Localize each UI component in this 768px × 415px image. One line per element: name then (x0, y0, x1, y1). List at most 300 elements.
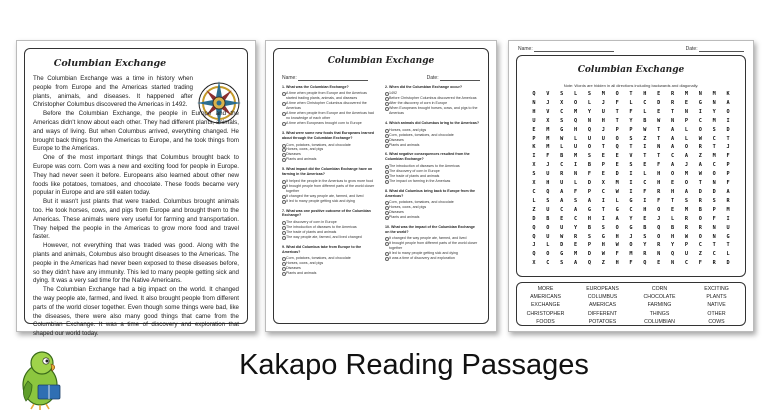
grid-letter[interactable]: W (615, 188, 619, 195)
grid-letter[interactable]: S (546, 197, 550, 204)
grid-letter[interactable]: Z (698, 251, 702, 258)
grid-letter[interactable]: E (573, 242, 578, 249)
grid-letter[interactable]: S (643, 233, 647, 240)
grid-letter[interactable]: Q (587, 126, 591, 133)
answer-option[interactable]: Diseases (282, 152, 377, 157)
grid-letter[interactable]: D (615, 171, 619, 178)
grid-letter[interactable]: N (712, 224, 716, 231)
grid-letter[interactable]: R (573, 233, 578, 240)
grid-letter[interactable]: S (587, 153, 591, 160)
grid-letter[interactable]: G (698, 99, 702, 106)
grid-letter[interactable]: D (726, 260, 730, 267)
grid-letter[interactable]: R (643, 251, 647, 258)
grid-letter[interactable]: E (671, 206, 675, 213)
grid-letter[interactable]: C (573, 215, 578, 222)
grid-letter[interactable]: U (532, 117, 536, 124)
grid-letter[interactable]: F (573, 188, 578, 195)
grid-letter[interactable]: O (657, 233, 661, 240)
grid-letter[interactable]: D (560, 242, 564, 249)
answer-option[interactable]: Plants and animals (385, 143, 480, 148)
grid-letter[interactable]: M (629, 251, 633, 258)
grid-letter[interactable]: N (712, 180, 716, 187)
grid-letter[interactable]: I (532, 153, 536, 160)
grid-letter[interactable]: Q (671, 251, 675, 258)
grid-letter[interactable]: O (573, 99, 578, 106)
grid-letter[interactable]: C (684, 260, 689, 267)
grid-letter[interactable]: I (698, 108, 702, 115)
grid-letter[interactable]: D (712, 188, 716, 195)
questions-sheet[interactable] (265, 40, 497, 332)
grid-letter[interactable]: D (587, 251, 591, 258)
grid-letter[interactable]: L (560, 144, 564, 151)
grid-letter[interactable]: O (615, 135, 619, 142)
grid-letter[interactable]: I (726, 117, 730, 124)
grid-letter[interactable]: E (601, 153, 605, 160)
grid-letter[interactable]: D (726, 126, 730, 133)
grid-letter[interactable]: L (684, 135, 689, 142)
grid-letter[interactable]: E (560, 215, 564, 222)
grid-letter[interactable]: M (546, 144, 550, 151)
grid-letter[interactable]: P (712, 206, 716, 213)
grid-letter[interactable]: A (573, 206, 578, 213)
grid-letter[interactable]: I (629, 171, 633, 178)
grid-letter[interactable]: F (546, 153, 550, 160)
answer-option[interactable]: A time when Europeans brought corn to Europe (282, 121, 377, 126)
grid-letter[interactable]: N (671, 117, 675, 124)
grid-letter[interactable]: A (560, 188, 564, 195)
grid-letter[interactable]: U (601, 108, 605, 115)
grid-letter[interactable]: A (573, 260, 578, 267)
grid-letter[interactable]: R (684, 215, 689, 222)
grid-letter[interactable]: E (601, 171, 605, 178)
grid-letter[interactable]: S (560, 260, 564, 267)
grid-letter[interactable]: P (726, 162, 730, 169)
grid-letter[interactable]: F (712, 215, 716, 222)
grid-letter[interactable]: R (684, 224, 689, 231)
grid-letter[interactable]: X (532, 260, 536, 267)
answer-option[interactable]: Diseases (282, 266, 377, 271)
grid-letter[interactable]: W (698, 171, 702, 178)
grid-letter[interactable]: O (684, 144, 689, 151)
grid-letter[interactable]: E (684, 99, 689, 106)
grid-letter[interactable]: S (587, 233, 591, 240)
grid-letter[interactable]: L (573, 135, 578, 142)
grid-letter[interactable]: T (712, 242, 716, 249)
grid-letter[interactable]: D (657, 99, 661, 106)
grid-letter[interactable]: G (726, 233, 730, 240)
grid-letter[interactable]: T (712, 144, 716, 151)
grid-letter[interactable]: H (657, 180, 661, 187)
grid-letter[interactable]: W (560, 135, 564, 142)
grid-letter[interactable]: I (643, 144, 647, 151)
grid-letter[interactable]: S (560, 91, 564, 97)
answer-option[interactable]: The introduction of diseases to the Americas (385, 164, 480, 169)
grid-letter[interactable]: R (657, 188, 661, 195)
grid-letter[interactable]: S (684, 197, 689, 204)
grid-letter[interactable]: C (712, 251, 716, 258)
grid-letter[interactable]: T (726, 242, 730, 249)
grid-letter[interactable]: A (671, 162, 675, 169)
grid-letter[interactable]: U (546, 206, 550, 213)
grid-letter[interactable]: T (657, 126, 661, 133)
grid-letter[interactable]: O (615, 91, 619, 97)
grid-letter[interactable]: S (629, 135, 633, 142)
grid-letter[interactable]: J (601, 126, 605, 133)
grid-letter[interactable]: Y (629, 117, 633, 124)
grid-letter[interactable]: C (643, 180, 647, 187)
answer-option[interactable]: Corn, potatoes, tomatoes, and chocolate (282, 143, 377, 148)
grid-letter[interactable]: U (546, 233, 550, 240)
answer-option[interactable]: Before Christopher Columbus discovered the Americas (385, 96, 480, 101)
answer-option[interactable]: It was a time of discovery and exploration (385, 256, 480, 261)
grid-letter[interactable]: C (560, 162, 564, 169)
grid-letter[interactable]: E (671, 180, 675, 187)
grid-letter[interactable]: J (546, 162, 550, 169)
grid-letter[interactable]: V (629, 153, 633, 160)
grid-letter[interactable]: S (560, 117, 564, 124)
grid-letter[interactable]: T (615, 117, 619, 124)
grid-letter[interactable]: H (671, 188, 675, 195)
answer-option[interactable]: Corn, potatoes, tomatoes, and chocolate (385, 133, 480, 138)
answer-option[interactable]: The introduction of diseases to the Americas (282, 225, 377, 230)
grid-letter[interactable]: P (601, 162, 605, 169)
grid-letter[interactable]: T (601, 206, 605, 213)
grid-letter[interactable]: S (712, 126, 716, 133)
answer-option[interactable]: The impact on farming in the Americas (385, 179, 480, 184)
grid-letter[interactable]: C (546, 260, 550, 267)
grid-letter[interactable]: N (587, 117, 591, 124)
grid-letter[interactable]: M (684, 171, 689, 178)
grid-letter[interactable]: B (546, 215, 550, 222)
grid-letter[interactable]: Y (671, 242, 675, 249)
answer-option[interactable]: A time when people from Europe and the Americas started trading plants, animals, and diseases (282, 91, 377, 101)
grid-letter[interactable]: H (601, 117, 605, 124)
answer-option[interactable]: It brought people from different parts of the world closer together (282, 184, 377, 194)
grid-letter[interactable]: D (698, 188, 702, 195)
grid-letter[interactable]: Q (573, 117, 578, 124)
grid-letter[interactable]: E (657, 91, 661, 97)
grid-letter[interactable]: B (643, 224, 647, 231)
grid-letter[interactable]: N (671, 260, 675, 267)
grid-letter[interactable]: E (643, 162, 647, 169)
grid-letter[interactable]: A (615, 215, 619, 222)
answer-option[interactable]: Horses, cows, and pigs (282, 147, 377, 152)
grid-letter[interactable]: R (560, 171, 564, 178)
grid-letter[interactable]: E (643, 215, 647, 222)
grid-letter[interactable]: A (671, 126, 675, 133)
grid-letter[interactable]: C (560, 108, 564, 115)
grid-letter[interactable]: M (615, 180, 619, 187)
grid-letter[interactable]: N (573, 171, 578, 178)
grid-letter[interactable]: R (671, 99, 675, 106)
grid-letter[interactable]: C (712, 135, 716, 142)
grid-letter[interactable]: C (712, 162, 716, 169)
grid-letter[interactable]: N (532, 99, 536, 106)
grid-letter[interactable]: D (532, 215, 536, 222)
answer-option[interactable]: Plants and animals (282, 271, 377, 276)
grid-letter[interactable]: L (615, 197, 619, 204)
grid-letter[interactable]: A (726, 188, 730, 195)
grid-letter[interactable]: J (657, 215, 661, 222)
grid-letter[interactable]: C (643, 99, 647, 106)
grid-letter[interactable]: W (698, 135, 702, 142)
grid-letter[interactable]: G (560, 126, 564, 133)
grid-letter[interactable]: W (643, 126, 647, 133)
answer-option[interactable]: The discovery of corn in Europe (385, 169, 480, 174)
grid-letter[interactable]: G (560, 251, 564, 258)
grid-letter[interactable]: A (684, 153, 689, 160)
grid-letter[interactable]: J (684, 162, 689, 169)
grid-letter[interactable]: C (629, 206, 633, 213)
answer-option[interactable]: A time when Christopher Columbus discovered the Americas (282, 101, 377, 111)
grid-letter[interactable]: O (587, 144, 591, 151)
grid-letter[interactable]: J (629, 233, 633, 240)
grid-letter[interactable]: F (657, 162, 661, 169)
grid-letter[interactable]: C (532, 188, 536, 195)
grid-letter[interactable]: E (615, 153, 619, 160)
answer-option[interactable]: When Europeans brought horses, cows, and pigs to the Americas (385, 106, 480, 116)
grid-letter[interactable]: W (560, 233, 564, 240)
grid-letter[interactable]: T (671, 108, 675, 115)
grid-letter[interactable]: P (532, 135, 536, 142)
grid-letter[interactable]: A (671, 144, 675, 151)
answer-option[interactable]: The trade of plants and animals (385, 174, 480, 179)
grid-letter[interactable]: B (587, 162, 591, 169)
grid-letter[interactable]: F (615, 99, 619, 106)
grid-letter[interactable]: Y (712, 108, 716, 115)
grid-letter[interactable]: J (726, 144, 730, 151)
answer-option[interactable]: Corn, potatoes, tomatoes, and chocolate (282, 256, 377, 261)
grid-letter[interactable]: O (615, 224, 619, 231)
grid-letter[interactable]: Q (615, 144, 619, 151)
answer-option[interactable]: It led to many people getting sick and dying (282, 199, 377, 204)
grid-letter[interactable]: Z (643, 135, 647, 142)
grid-letter[interactable]: P (615, 126, 619, 133)
grid-letter[interactable]: V (546, 108, 550, 115)
grid-letter[interactable]: H (643, 91, 647, 97)
grid-letter[interactable]: U (573, 144, 578, 151)
grid-letter[interactable]: Q (532, 251, 536, 258)
grid-letter[interactable]: Z (532, 206, 536, 213)
grid-letter[interactable]: J (546, 99, 550, 106)
answer-option[interactable]: After the discovery of corn in Europe (385, 101, 480, 106)
grid-letter[interactable]: A (698, 162, 702, 169)
grid-letter[interactable]: H (546, 180, 550, 187)
grid-letter[interactable]: J (532, 242, 536, 249)
grid-letter[interactable]: T (601, 144, 605, 151)
grid-letter[interactable]: X (601, 180, 605, 187)
grid-letter[interactable]: Q (546, 188, 550, 195)
grid-letter[interactable]: K (726, 91, 730, 97)
grid-letter[interactable]: S (712, 197, 716, 204)
word-search-sheet[interactable] (508, 40, 754, 332)
grid-letter[interactable]: Z (601, 260, 605, 267)
grid-letter[interactable]: T (629, 91, 633, 97)
grid-letter[interactable]: E (532, 126, 536, 133)
grid-letter[interactable]: R (657, 242, 661, 249)
grid-letter[interactable]: L (573, 180, 578, 187)
answer-option[interactable]: It led to many people getting sick and dying (385, 251, 480, 256)
answer-option[interactable]: Corn, potatoes, tomatoes, and chocolate (385, 200, 480, 205)
grid-letter[interactable]: E (657, 260, 661, 267)
grid-letter[interactable]: F (726, 180, 730, 187)
grid-letter[interactable]: W (657, 117, 661, 124)
answer-option[interactable]: It brought people from different parts of the world closer together (385, 241, 480, 251)
grid-letter[interactable]: O (726, 108, 730, 115)
grid-letter[interactable]: M (726, 206, 730, 213)
grid-letter[interactable]: S (532, 171, 536, 178)
grid-letter[interactable]: X (532, 162, 536, 169)
grid-letter[interactable]: M (573, 153, 578, 160)
answer-option[interactable]: The way people ate, farmed, and lived changed (282, 235, 377, 240)
grid-letter[interactable]: M (546, 135, 550, 142)
grid-letter[interactable]: A (671, 135, 675, 142)
grid-letter[interactable]: H (573, 126, 578, 133)
grid-letter[interactable]: U (587, 135, 591, 142)
grid-letter[interactable]: G (601, 233, 605, 240)
grid-letter[interactable]: F (629, 260, 633, 267)
answer-option[interactable]: Diseases (385, 210, 480, 215)
grid-letter[interactable]: P (587, 188, 591, 195)
grid-letter[interactable]: M (546, 126, 550, 133)
answer-option[interactable]: Diseases (385, 138, 480, 143)
answer-option[interactable]: Plants and animals (385, 215, 480, 220)
answer-option[interactable]: A time when people from Europe and the Americas had no knowledge of each other (282, 111, 377, 121)
grid-letter[interactable]: T (643, 153, 647, 160)
grid-letter[interactable]: Y (587, 108, 591, 115)
grid-letter[interactable]: T (726, 135, 730, 142)
grid-letter[interactable]: Y (573, 224, 578, 231)
grid-letter[interactable]: G (629, 197, 633, 204)
grid-letter[interactable]: R (726, 197, 730, 204)
grid-letter[interactable]: C (601, 188, 605, 195)
grid-letter[interactable]: L (671, 215, 675, 222)
grid-letter[interactable]: H (615, 260, 619, 267)
grid-letter[interactable]: G (587, 206, 591, 213)
grid-letter[interactable]: Q (643, 260, 647, 267)
grid-letter[interactable]: U (546, 171, 550, 178)
grid-letter[interactable]: P (629, 126, 633, 133)
grid-letter[interactable]: O (657, 206, 661, 213)
grid-letter[interactable]: B (643, 117, 647, 124)
grid-letter[interactable]: U (601, 135, 605, 142)
grid-letter[interactable]: Q (532, 224, 536, 231)
grid-letter[interactable]: T (698, 180, 702, 187)
grid-letter[interactable]: X (546, 117, 550, 124)
grid-letter[interactable]: I (643, 197, 647, 204)
grid-letter[interactable]: H (657, 171, 661, 178)
grid-letter[interactable]: T (615, 108, 619, 115)
grid-letter[interactable]: H (587, 215, 591, 222)
grid-letter[interactable]: Q (587, 260, 591, 267)
grid-letter[interactable]: F (587, 171, 591, 178)
grid-letter[interactable]: J (601, 99, 605, 106)
answer-option[interactable]: 1492 (385, 91, 480, 96)
grid-letter[interactable]: I (573, 162, 578, 169)
grid-letter[interactable]: S (601, 224, 605, 231)
grid-letter[interactable]: H (643, 206, 647, 213)
grid-letter[interactable]: F (615, 251, 619, 258)
grid-letter[interactable]: M (684, 206, 689, 213)
grid-letter[interactable]: W (615, 242, 619, 249)
grid-letter[interactable]: N (698, 91, 702, 97)
grid-letter[interactable]: I (629, 188, 633, 195)
grid-letter[interactable]: Q (532, 91, 536, 97)
grid-letter[interactable]: X (560, 99, 564, 106)
grid-letter[interactable]: N (684, 108, 689, 115)
grid-letter[interactable]: O (629, 242, 633, 249)
grid-letter[interactable]: L (643, 171, 647, 178)
grid-letter[interactable]: H (601, 242, 605, 249)
grid-letter[interactable]: B (698, 206, 702, 213)
grid-letter[interactable]: U (726, 224, 730, 231)
grid-letter[interactable]: F (657, 197, 661, 204)
grid-letter[interactable]: P (684, 117, 689, 124)
grid-letter[interactable]: R (671, 91, 675, 97)
grid-letter[interactable]: P (726, 171, 730, 178)
grid-letter[interactable]: Z (698, 153, 702, 160)
grid-letter[interactable]: L (629, 99, 633, 106)
grid-letter[interactable]: L (684, 126, 689, 133)
grid-letter[interactable]: M (573, 108, 578, 115)
grid-letter[interactable]: Y (643, 242, 647, 249)
grid-letter[interactable]: E (615, 162, 619, 169)
grid-letter[interactable]: O (684, 180, 689, 187)
grid-letter[interactable]: G (615, 206, 619, 213)
grid-letter[interactable]: T (671, 197, 675, 204)
grid-letter[interactable]: O (698, 215, 702, 222)
grid-letter[interactable]: N (657, 251, 661, 258)
answer-option[interactable]: Horses, cows, and pigs (385, 205, 480, 210)
grid-letter[interactable]: O (546, 251, 550, 258)
grid-letter[interactable]: B (671, 224, 675, 231)
grid-letter[interactable]: T (657, 135, 661, 142)
grid-letter[interactable]: S (587, 91, 591, 97)
grid-letter[interactable]: N (712, 233, 716, 240)
grid-letter[interactable]: O (698, 126, 702, 133)
grid-letter[interactable]: M (573, 251, 578, 258)
answer-option[interactable]: It helped the people in the Americas to grow more food (282, 179, 377, 184)
grid-letter[interactable]: K (532, 144, 536, 151)
grid-letter[interactable]: R (698, 197, 702, 204)
grid-letter[interactable]: L (726, 251, 730, 258)
answer-option[interactable]: Plants and animals (282, 157, 377, 162)
answer-option[interactable]: It changed the way people ate, farmed, and lived (282, 194, 377, 199)
grid-letter[interactable]: C (698, 242, 702, 249)
grid-letter[interactable]: X (532, 180, 536, 187)
grid-letter[interactable]: L (573, 91, 578, 97)
answer-option[interactable]: The discovery of corn in Europe (282, 220, 377, 225)
grid-letter[interactable]: P (684, 242, 689, 249)
grid-letter[interactable]: F (643, 188, 647, 195)
grid-letter[interactable]: L (643, 108, 647, 115)
answer-option[interactable]: Horses, cows, and pigs (282, 261, 377, 266)
grid-letter[interactable]: P (587, 242, 591, 249)
grid-letter[interactable]: U (560, 180, 564, 187)
grid-letter[interactable]: L (532, 197, 536, 204)
grid-letter[interactable]: N (712, 99, 716, 106)
grid-letter[interactable]: U (560, 224, 564, 231)
grid-letter[interactable]: C (560, 206, 564, 213)
grid-letter[interactable]: M (712, 91, 716, 97)
grid-letter[interactable]: I (601, 197, 605, 204)
grid-letter[interactable]: T (657, 153, 661, 160)
grid-letter[interactable]: Q (532, 233, 536, 240)
grid-letter[interactable]: H (615, 233, 619, 240)
grid-letter[interactable]: I (629, 180, 633, 187)
grid-letter[interactable]: F (698, 260, 702, 267)
grid-letter[interactable]: B (587, 224, 591, 231)
